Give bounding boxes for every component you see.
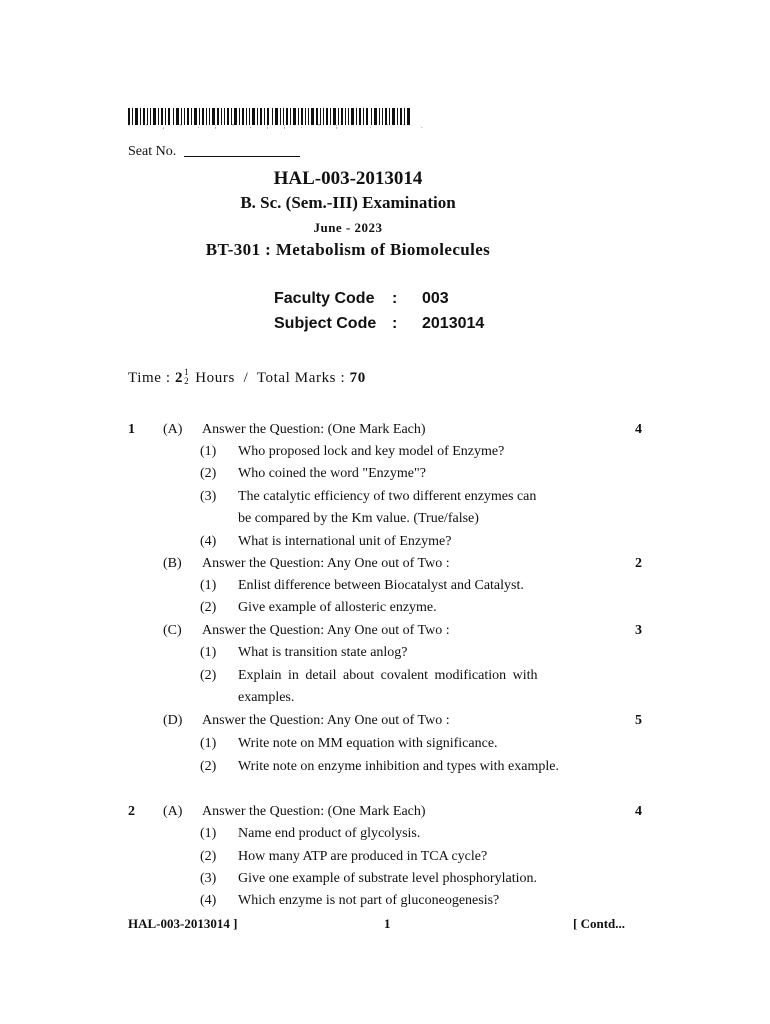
time-fraction-numerator: 1 [184, 367, 190, 377]
section-label: (C) [163, 623, 182, 638]
question-item: The catalytic efficiency of two different enzymes can [238, 489, 537, 504]
subject-code [274, 315, 484, 333]
time-and-marks [128, 368, 366, 387]
question-item: Explain in detail about covalent modification with [238, 668, 538, 683]
time-unit: Hours [195, 370, 235, 386]
time-separator: / [243, 370, 249, 386]
question-item: Which enzyme is not part of gluconeogenesis? [238, 893, 500, 908]
section-instruction: Answer the Question: Any One out of Two : [202, 556, 450, 571]
question-item: Enlist difference between Biocatalyst and Catalyst. [238, 578, 524, 593]
section-label: (D) [163, 713, 183, 728]
question-item-continued: be compared by the Km value. (True/false) [238, 511, 479, 526]
subject-code-value: 2013014 [422, 315, 485, 332]
question-item: What is transition state anlog? [238, 645, 408, 660]
question-item: How many ATP are produced in TCA cycle? [238, 849, 488, 864]
section-instruction: Answer the Question: Any One out of Two : [202, 713, 450, 728]
section-marks: 2 [635, 556, 642, 571]
exam-title: B. Sc. (Sem.-III) Examination [240, 193, 456, 212]
subject-title: BT-301 : Metabolism of Biomolecules [205, 240, 491, 259]
item-number: (1) [200, 444, 217, 459]
item-number: (2) [200, 849, 217, 864]
section-marks: 4 [635, 422, 642, 437]
item-number: (1) [200, 578, 217, 593]
time-whole: 2 [175, 370, 184, 386]
time-fraction [184, 368, 189, 386]
barcode-digits: " ' , " . ; " . ; ; . " ; ' . ' " . [128, 124, 430, 130]
section-instruction: Answer the Question: (One Mark Each) [202, 422, 426, 437]
item-number: (2) [200, 600, 217, 615]
faculty-code-label: Faculty Code [274, 290, 375, 307]
seat-number-label: Seat No. [128, 144, 177, 159]
section-marks: 3 [635, 623, 642, 638]
item-number: (1) [200, 826, 217, 841]
item-number: (4) [200, 893, 217, 908]
section-instruction: Answer the Question: Any One out of Two : [202, 623, 450, 638]
total-marks-value: 70 [349, 370, 366, 386]
section-label: (A) [163, 422, 183, 437]
section-marks: 5 [635, 713, 642, 728]
total-marks-label: Total Marks : [256, 370, 346, 386]
continued-note: [ Contd... [573, 916, 626, 931]
question-item: Name end product of glycolysis. [238, 826, 421, 841]
time-label: Time : [128, 370, 171, 386]
item-number: (4) [200, 534, 217, 549]
faculty-code-colon: : [392, 290, 398, 307]
section-instruction: Answer the Question: (One Mark Each) [202, 804, 426, 819]
question-item: Who proposed lock and key model of Enzyme? [238, 444, 505, 459]
item-number: (2) [200, 759, 217, 774]
section-label: (A) [163, 804, 183, 819]
item-number: (2) [200, 668, 217, 683]
seat-number-blank [184, 156, 300, 157]
question-item-continued: examples. [238, 690, 295, 705]
footer-paper-code: HAL-003-2013014 ] [128, 916, 238, 931]
item-number: (1) [200, 645, 217, 660]
item-number: (3) [200, 489, 217, 504]
faculty-code-value: 003 [422, 290, 449, 307]
subject-code-label: Subject Code [274, 315, 377, 332]
item-number: (1) [200, 736, 217, 751]
section-marks: 4 [635, 804, 642, 819]
section-label: (B) [163, 556, 182, 571]
barcode-icon [128, 108, 410, 125]
question-item: What is international unit of Enzyme? [238, 534, 452, 549]
question-item: Give example of allosteric enzyme. [238, 600, 437, 615]
question-item: Give one example of substrate level phosphorylation. [238, 871, 537, 886]
paper-code: HAL-003-2013014 [273, 168, 423, 189]
question-item: Who coined the word "Enzyme"? [238, 466, 426, 481]
time-fraction-denominator: 2 [184, 376, 190, 386]
question-item: Write note on enzyme inhibition and types with example. [238, 759, 559, 774]
question-number: 2 [128, 804, 135, 819]
question-item: Write note on MM equation with significance. [238, 736, 498, 751]
exam-month-year: June - 2023 [313, 220, 383, 235]
question-number: 1 [128, 422, 135, 437]
page-number: 1 [384, 916, 391, 931]
item-number: (2) [200, 466, 217, 481]
item-number: (3) [200, 871, 217, 886]
seat-number-field [128, 144, 300, 160]
faculty-code [274, 290, 449, 308]
subject-code-colon: : [392, 315, 398, 332]
